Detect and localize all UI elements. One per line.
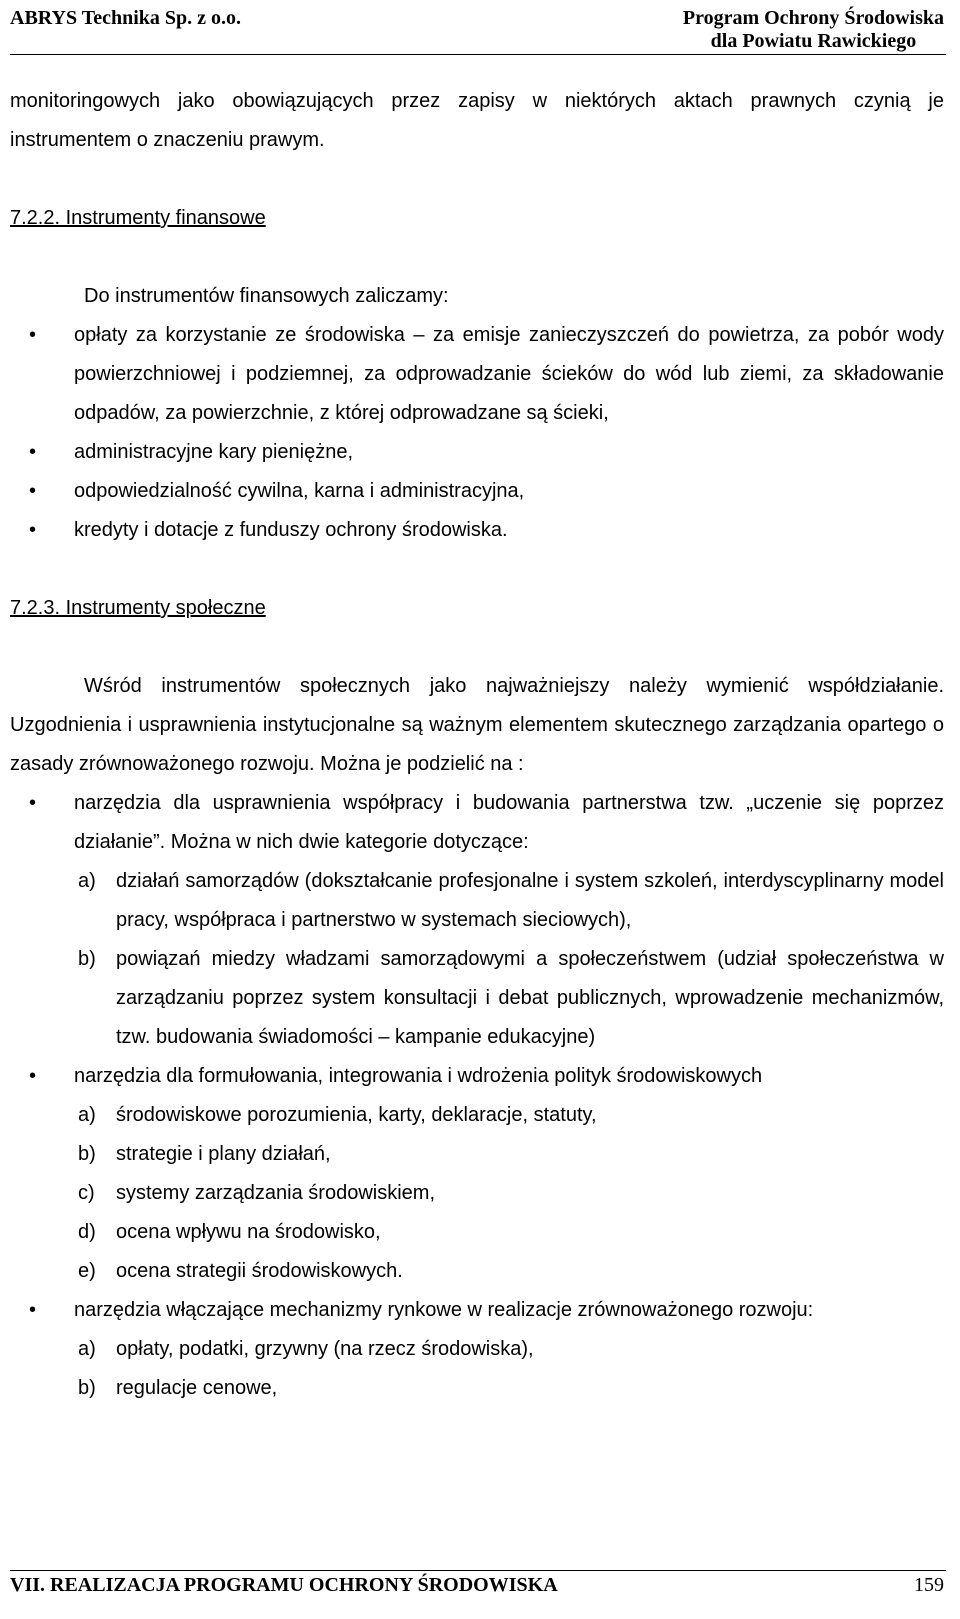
list-item [10,1369,944,1408]
list-item [10,940,944,1057]
list-item-text: strategie i plany działań, [116,1143,331,1165]
list-item-text: ocena strategii środowiskowych. [116,1260,403,1282]
list-item-text: systemy zarządzania środowiskiem, [116,1182,435,1204]
program-title-line1: Program Ochrony Środowiska [682,7,944,29]
section-heading-723: 7.2.3. Instrumenty społeczne [10,597,266,619]
list-item [10,1135,944,1174]
list-item-text: ocena wpływu na środowisko, [116,1221,381,1243]
list-item [10,862,944,940]
list-item-text: powiązań miedzy władzami samorządowymi a społeczeństwem (udział społeczeństwa w zarządzaniu poprzez system konsultacji i debat publicznych, wprowadzenie mechanizmów, tzw. budowania świadomości – kampanie edukacyjne) [116,948,944,1048]
page-header [10,2,946,55]
list-item-text: opłaty, podatki, grzywny (na rzecz środowiska), [116,1338,534,1360]
company-name: ABRYS Technika Sp. z o.o. [10,7,242,29]
list-item-label: e) [78,1260,96,1282]
list-item-label: a) [78,870,96,892]
program-title [683,7,944,53]
chapter-title: VII. REALIZACJA PROGRAMU OCHRONY ŚRODOWISKA [10,1574,558,1596]
intro-paragraph: monitoringowych jako obowiązujących przez zapisy w niektórych aktach prawnych czynią je instrumentem o znaczeniu prawym. [10,90,944,151]
page-content [10,82,944,1408]
financial-bullet: • kredyty i dotacje z funduszy ochrony środowiska. [10,511,944,550]
financial-bullet: • odpowiedzialność cywilna, karna i administracyjna, [10,472,944,511]
social-bullet: • narzędzia dla usprawnienia współpracy i budowania partnerstwa tzw. „uczenie się poprzez działanie”. Można w nich dwie kategorie dotyczące: [10,784,944,862]
social-bullet: • narzędzia dla formułowania, integrowania i wdrożenia polityk środowiskowych [10,1057,944,1096]
section-heading-722: 7.2.2. Instrumenty finansowe [10,207,266,229]
list-item [10,1213,944,1252]
list-item-label: a) [78,1104,96,1126]
list-item-text: regulacje cenowe, [116,1377,278,1399]
list-item-label: b) [78,1143,96,1165]
page-footer [10,1570,946,1611]
list-item-text: środowiskowe porozumienia, karty, deklaracje, statuty, [116,1104,597,1126]
financial-bullet: • administracyjne kary pieniężne, [10,433,944,472]
program-title-line2: dla Powiatu Rawickiego [710,30,917,52]
page-number: 159 [914,1574,944,1596]
social-bullet: • narzędzia włączające mechanizmy rynkowe w realizacje zrównoważonego rozwoju: [10,1291,944,1330]
list-item [10,1096,944,1135]
financial-lead: Do instrumentów finansowych zaliczamy: [84,285,449,307]
list-item-label: b) [78,948,96,970]
list-item-label: d) [78,1221,96,1243]
list-item-text: działań samorządów (dokształcanie profesjonalne i system szkoleń, interdyscyplinarny model pracy, współpraca i partnerstwo w systemach sieciowych), [116,870,944,931]
list-item [10,1174,944,1213]
list-item-label: b) [78,1377,96,1399]
list-item-label: a) [78,1338,96,1360]
social-paragraph: Wśród instrumentów społecznych jako najważniejszy należy wymienić współdziałanie. Uzgodnienia i usprawnienia instytucjonalne są ważnym elementem skutecznego zarządzania opartego o zasady zrównoważonego rozwoju. Można je podzielić na : [10,675,944,775]
list-item [10,1252,944,1291]
list-item-label: c) [78,1182,95,1204]
list-item [10,1330,944,1369]
financial-bullet: • opłaty za korzystanie ze środowiska – za emisje zanieczyszczeń do powietrza, za pobór wody powierzchniowej i podziemnej, za odprowadzanie ścieków do wód lub ziemi, za składowanie odpadów, za powierzchnie, z której odprowadzane są ścieki, [10,316,944,433]
